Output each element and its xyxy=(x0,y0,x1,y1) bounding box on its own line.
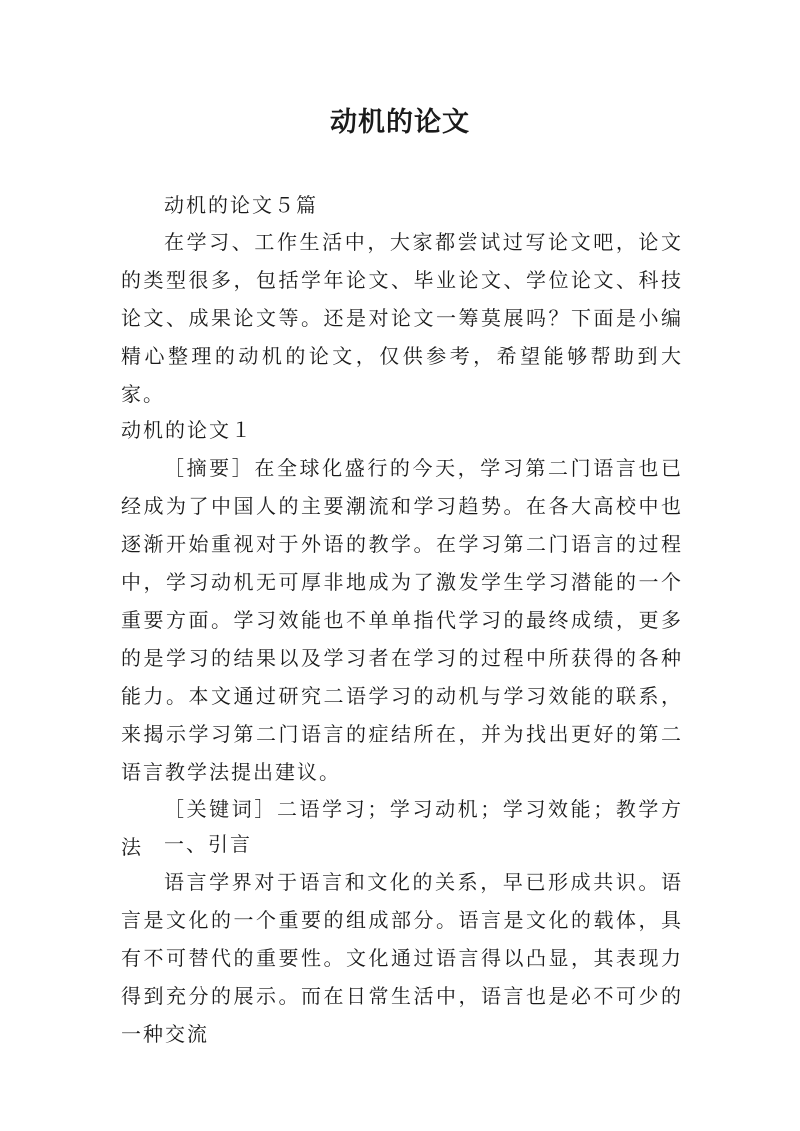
section-heading-introduction: 一、引言 xyxy=(164,832,252,856)
document-subtitle: 动机的论文５篇 xyxy=(164,193,318,217)
body-paragraph: 语言学界对于语言和文化的关系，早已形成共识。语言是文化的一个重要的组成部分。语言是文化的载体，具有不可替代的重要性。文化通过语言得以凸显，其表现力得到充分的展示。而在日常生活中，语言也是必不可少的一种交流 xyxy=(121,870,683,1046)
document-title: 动机的论文 xyxy=(330,107,470,138)
intro-paragraph: 在学习、工作生活中，大家都尝试过写论文吧，论文的类型很多，包括学年论文、毕业论文、学位论文、科技论文、成果论文等。还是对论文一筹莫展吗？下面是小编精心整理的动机的论文，仅供参考，希望能够帮助到大家。 xyxy=(121,230,683,406)
abstract-paragraph: ［摘要］在全球化盛行的今天，学习第二门语言也已经成为了中国人的主要潮流和学习趋势。在各大高校中也逐渐开始重视对于外语的教学。在学习第二门语言的过程中，学习动机无可厚非地成为了激发学生学习潜能的一个重要方面。学习效能也不单单指代学习的最终成绩，更多的是学习的结果以及学习者在学习的过程中所获得的各种能力。本文通过研究二语学习的动机与学习效能的联系，来揭示学习第二门语言的症结所在，并为找出更好的第二语言教学法提出建议。 xyxy=(121,456,683,784)
keywords-line: ［关键词］二语学习；学习动机；学习效能；教学方法 xyxy=(121,797,683,859)
section-title: 动机的论文１ xyxy=(121,418,253,442)
